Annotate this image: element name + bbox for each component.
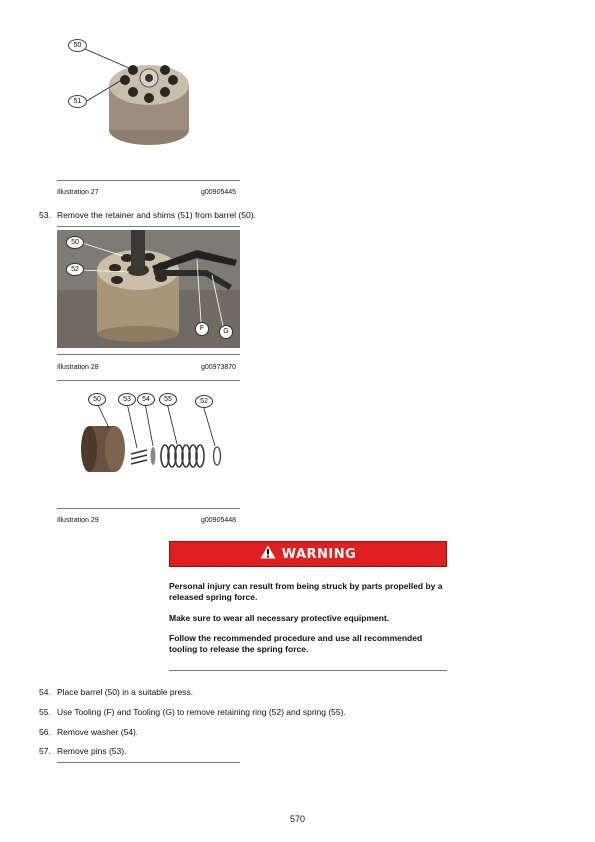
illustration-29-top-divider — [57, 380, 240, 381]
callout-53: 53 — [118, 393, 136, 406]
illustration-27-divider — [57, 180, 240, 181]
callout-50: 50 — [68, 39, 87, 52]
step-number: 57. — [39, 746, 51, 756]
illustration-28-image — [57, 230, 240, 348]
step-number: 55. — [39, 707, 51, 717]
illustration-29-code: g00905448 — [201, 517, 237, 524]
callout-g: G — [219, 325, 233, 339]
illustration-29-label: Illustration 29 — [57, 517, 99, 524]
warning-banner — [169, 541, 447, 567]
illustration-29-divider — [57, 508, 240, 509]
callout-f: F — [195, 322, 209, 336]
illustration-28-label: Illustration 28 — [57, 364, 99, 371]
callout-54: 54 — [137, 393, 155, 406]
step-text: Use Tooling (F) and Tooling (G) to remove retaining ring (52) and spring (55). — [57, 707, 346, 717]
warning-bottom-divider — [169, 670, 447, 671]
callout-55: 55 — [159, 393, 177, 406]
illustration-27-label: Illustration 27 — [57, 189, 99, 196]
step-text: Place barrel (50) in a suitable press. — [57, 687, 194, 697]
step-55 — [39, 707, 346, 717]
callout-50: 50 — [66, 236, 84, 249]
warning-paragraph-1: Personal injury can result from being struck by parts propelled by a released spring force. — [169, 581, 443, 602]
page-number: 570 — [289, 814, 306, 824]
warning-paragraph-3: Follow the recommended procedure and use all recommended tooling to release the spring force. — [169, 633, 423, 654]
step-text: Remove washer (54). — [57, 727, 139, 737]
step-number: 53. — [39, 210, 51, 220]
step-number: 54. — [39, 687, 51, 697]
step-56 — [39, 727, 138, 737]
callout-50: 50 — [88, 393, 106, 406]
callout-52: 52 — [66, 263, 84, 276]
illustration-28-code: g00973870 — [201, 364, 237, 371]
illustration-28-divider — [57, 354, 240, 355]
callout-52: 52 — [195, 395, 213, 408]
step-57 — [39, 746, 126, 756]
illustration-27-code: g00905445 — [201, 189, 237, 196]
step-53 — [39, 210, 256, 220]
callout-51: 51 — [68, 95, 87, 108]
step-text: Remove the retainer and shims (51) from barrel (50). — [57, 210, 256, 220]
warning-paragraph-2: Make sure to wear all necessary protective equipment. — [169, 613, 390, 623]
step-text: Remove pins (53). — [57, 746, 127, 756]
step-54 — [39, 687, 193, 697]
step-number: 56. — [39, 727, 51, 737]
section-end-divider — [57, 762, 240, 763]
illustration-28-top-divider — [57, 226, 240, 227]
warning-triangle-icon — [260, 545, 276, 564]
warning-title: WARNING — [281, 546, 357, 562]
